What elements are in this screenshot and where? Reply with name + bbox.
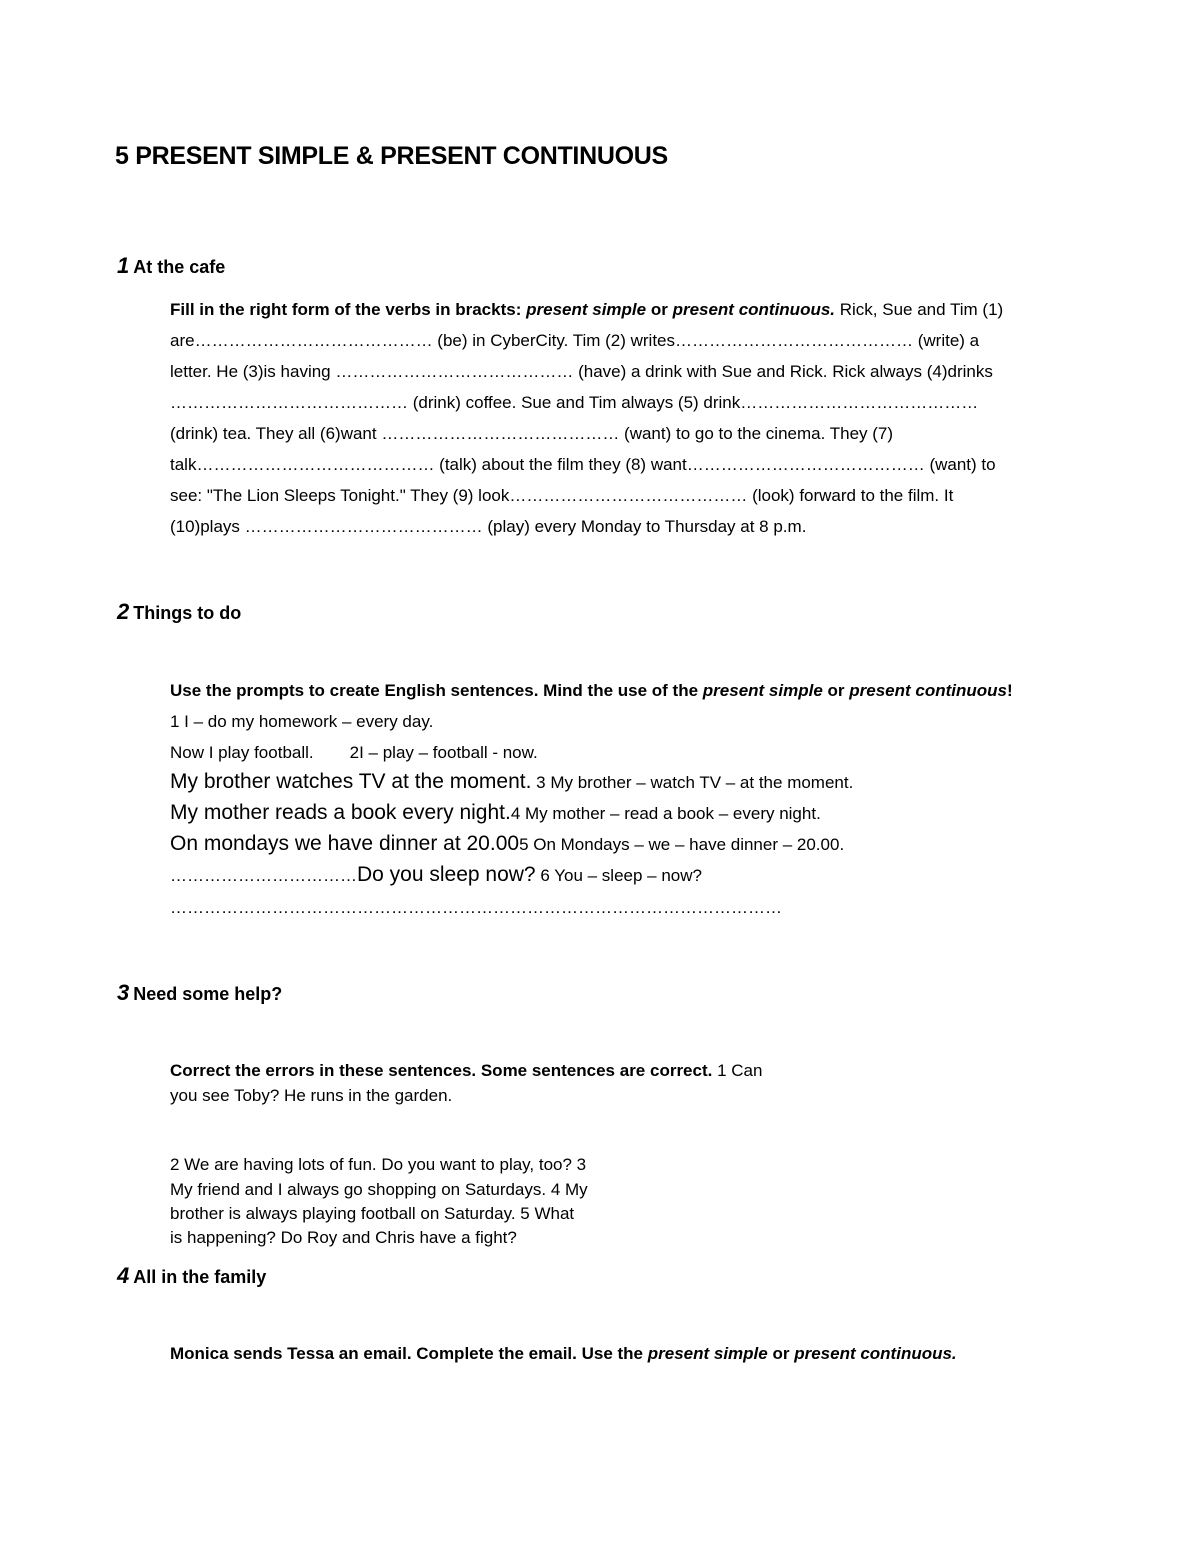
section-2-item-6	[170, 863, 702, 887]
section-2-instruction-line	[170, 681, 1013, 701]
section-2-heading	[117, 599, 241, 625]
section-4-or: or	[767, 1344, 795, 1363]
section-4-instruction: Monica sends Tessa an email. Complete the email. Use the	[170, 1344, 648, 1363]
section-2-item-3-prompt: 3 My brother – watch TV – at the moment.	[531, 773, 854, 792]
section-1-term-continuous: present continuous.	[672, 300, 836, 319]
section-1-line-1	[170, 300, 1003, 320]
section-1-or: or	[646, 300, 673, 319]
section-3-text-1: 1 Can	[712, 1061, 763, 1080]
section-2-term-simple: present simple	[702, 681, 823, 700]
section-3-heading	[117, 980, 282, 1006]
section-2-item-4-answer: My mother reads a book every night.	[170, 801, 511, 824]
section-2-item-6-dots: ……………………………	[170, 866, 357, 885]
section-4-term-simple: present simple	[647, 1344, 768, 1363]
section-1-line-8: (10)plays …………………………………… (play) every Monday to Thursday at 8 p.m.	[170, 517, 807, 536]
section-4-instruction-line	[170, 1344, 957, 1364]
section-1-line-4: …………………………………… (drink) coffee. Sue and Tim always (5) drink……………………………………	[170, 393, 979, 412]
section-4-title: All in the family	[133, 1267, 267, 1287]
section-1-line-3: letter. He (3)is having …………………………………… (have) a drink with Sue and Rick. Rick always (4)drinks	[170, 362, 993, 381]
section-2-instruction: Use the prompts to create English sentences. Mind the use of the	[170, 681, 703, 700]
section-3-line-4: My friend and I always go shopping on Saturdays. 4 My	[170, 1180, 588, 1199]
section-4-heading	[117, 1263, 266, 1289]
section-3-number: 3	[117, 980, 130, 1005]
section-2-excl: !	[1006, 681, 1013, 700]
section-2-item-5	[170, 832, 844, 856]
section-3-line-3: 2 We are having lots of fun. Do you want to play, too? 3	[170, 1155, 587, 1174]
section-4-number: 4	[117, 1263, 130, 1288]
section-1-line-7: see: "The Lion Sleeps Tonight." They (9) look…………………………………… (look) forward to the film. It	[170, 486, 954, 505]
section-3-line-5: brother is always playing football on Saturday. 5 What	[170, 1204, 575, 1223]
section-2-item-6-answer: Do you sleep now?	[357, 863, 536, 886]
section-2-item-2-prompt: 2I – play – football - now.	[349, 743, 538, 762]
section-1-heading	[117, 253, 225, 279]
section-3-instruction: Correct the errors in these sentences. Some sentences are correct.	[170, 1061, 713, 1080]
section-3-line-6: is happening? Do Roy and Chris have a fight?	[170, 1228, 517, 1247]
section-2-number: 2	[117, 599, 130, 624]
section-2-item-4-prompt: 4 My mother – read a book – every night.	[510, 804, 821, 823]
section-2-or: or	[822, 681, 850, 700]
section-2-term-continuous: present continuous	[849, 681, 1007, 700]
section-1-instruction: Fill in the right form of the verbs in brackts:	[170, 300, 522, 319]
section-3-line-1	[170, 1061, 762, 1081]
section-1-term-simple: present simple	[526, 300, 647, 319]
section-2-item-1: 1 I – do my homework – every day.	[170, 712, 434, 731]
section-2-item-5-prompt: 5 On Mondays – we – have dinner – 20.00.	[519, 835, 845, 854]
section-2-item-4	[170, 801, 821, 825]
section-2-title: Things to do	[133, 603, 242, 623]
section-1-number: 1	[117, 253, 130, 278]
section-2-item-3	[170, 770, 853, 794]
section-1-text: Rick, Sue and Tim (1)	[835, 300, 1004, 319]
section-3-line-2: you see Toby? He runs in the garden.	[170, 1086, 453, 1105]
section-2-item-6-prompt: 6 You – sleep – now?	[535, 866, 702, 885]
section-1-title: At the cafe	[133, 257, 226, 277]
section-2-item-2	[170, 743, 538, 763]
section-2-blank-line: ………………………………………………………………………………………………	[170, 898, 782, 917]
section-2-item-3-answer: My brother watches TV at the moment.	[170, 770, 532, 793]
section-3-title: Need some help?	[133, 984, 283, 1004]
section-1-line-6: talk…………………………………… (talk) about the film they (8) want…………………………………… (want) to	[170, 455, 996, 474]
section-4-term-continuous: present continuous.	[794, 1344, 957, 1363]
section-1-line-2: are…………………………………… (be) in CyberCity. Tim (2) writes…………………………………… (write) a	[170, 331, 980, 350]
section-2-item-2-answer: Now I play football.	[170, 743, 314, 762]
section-2-item-5-answer: On mondays we have dinner at 20.00	[170, 832, 520, 855]
section-1-line-5: (drink) tea. They all (6)want …………………………………… (want) to go to the cinema. They (7)	[170, 424, 894, 443]
page-title: 5 PRESENT SIMPLE & PRESENT CONTINUOUS	[115, 142, 668, 170]
